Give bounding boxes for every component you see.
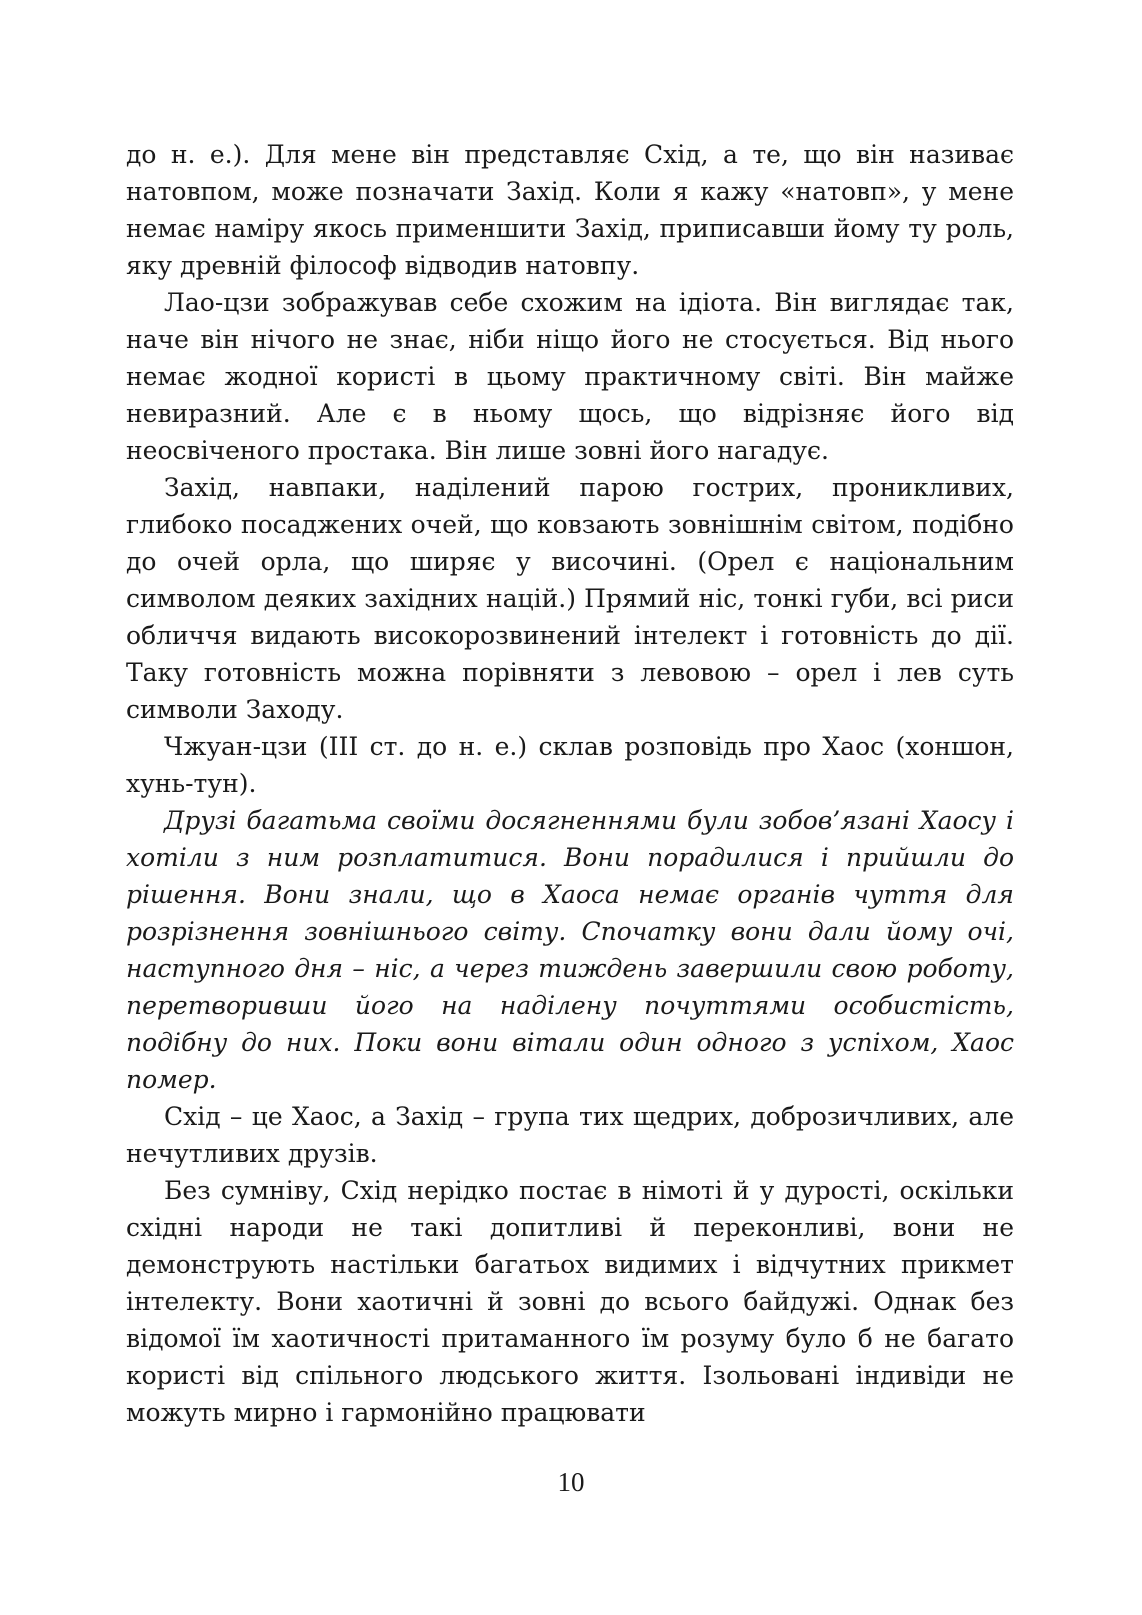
paragraph-west-eagle: Захід, навпаки, наділений парою гострих, проникливих, глибоко посаджених очей, що ковзають зовнішнім світом, подібно до очей орла, що ширяє у височині. (Орел є національним символом деяких західних націй.) Прямий ніс, тонкі губи, всі риси обличчя видають високорозвинений інтелект і готовність до дії. Таку готовність можна порівняти з левовою – орел і лев суть символи Заходу. <box>126 473 1014 724</box>
paragraph-lao-tzu: Лао-цзи зображував себе схожим на ідіота. Він виглядає так, наче він нічого не знає, ніби ніщо його не стосується. Від нього немає жодної користі в цьому практичному світі. Він майже невиразний. Але є в ньому щось, що відрізняє його від неосвіченого простака. Він лише зовні його нагадує. <box>126 288 1014 465</box>
page-number: 10 <box>557 1467 585 1497</box>
paragraph-chaos-story: Друзі багатьма своїми досягненнями були зобов’язані Хаосу і хотіли з ним розплатитися. Вони порадилися і прийшли до рішення. Вони знали, що в Хаоса немає органів чуття для розрізнення зовнішнього світу. Спочатку вони дали йому очі, наступного дня – ніс, а через тиждень завершили свою роботу, перетворивши його на наділену почуттями особистість, подібну до них. Поки вони вітали один одного з успіхом, Хаос помер. <box>126 806 1014 1094</box>
paragraph-chuang-tzu: Чжуан-цзи (III ст. до н. е.) склав розповідь про Хаос (хоншон, хунь-тун). <box>126 732 1014 798</box>
paragraph-east-silence: Без сумніву, Схід нерідко постає в німоті й у дурості, оскільки східні народи не такі допитливі й переконливі, вони не демонструють настільки багатьох видимих і відчутних прикмет інтелекту. Вони хаотичні й зовні до всього байдужі. Однак без відомої їм хаотичності притаманного їм розуму було б не багато користі від спільного людського життя. Ізольовані індивіди не можуть мирно і гармонійно працювати <box>126 1176 1014 1427</box>
body-text <box>126 136 1014 1431</box>
paragraph-east-chaos: Схід – це Хаос, а Захід – група тих щедрих, доброзичливих, але нечутливих друзів. <box>126 1102 1014 1168</box>
paragraph-continuation: до н. е.). Для мене він представляє Схід, а те, що він називає натовпом, може позначати Захід. Коли я кажу «натовп», у мене немає наміру якось применшити Захід, приписавши йому ту роль, яку древній філософ відводив натовпу. <box>126 140 1014 280</box>
